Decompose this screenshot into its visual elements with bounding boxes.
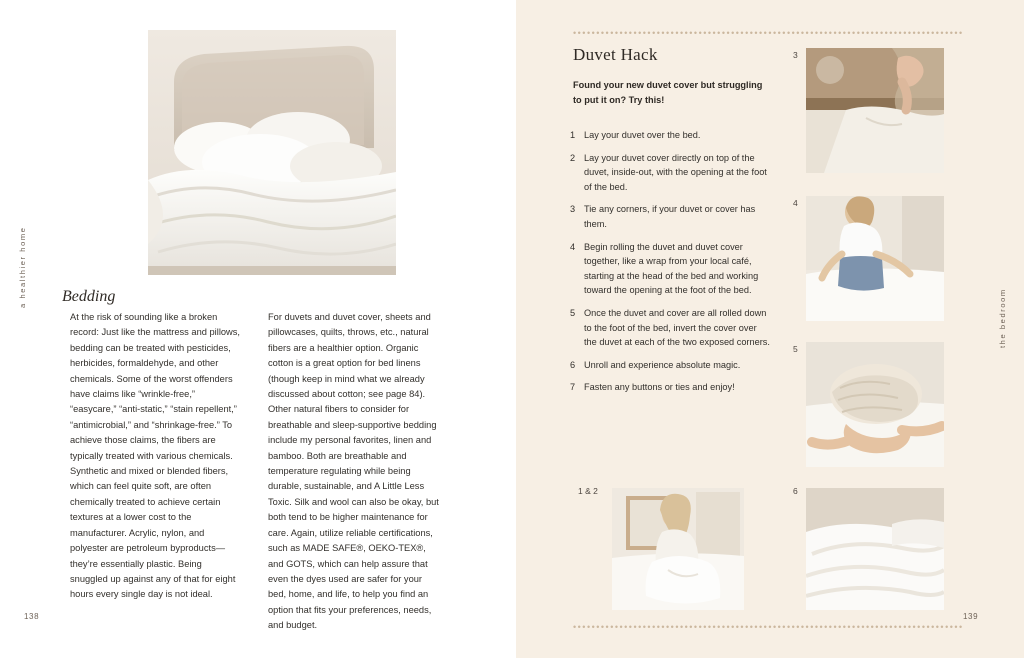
photo-caption-5: 5 [793, 344, 798, 354]
duvet-step-6-photo [806, 488, 944, 610]
decorative-divider-bottom: •••••••••••••••••••••••••••••••••••••••••••••••••••••••••••••••••••••••••••••••••••• [573, 622, 964, 632]
page-number-left: 138 [24, 612, 40, 621]
list-item [570, 306, 770, 350]
sidebar-title-duvet-hack: Duvet Hack [573, 45, 658, 64]
list-item [570, 358, 770, 373]
body-column-2 [268, 310, 440, 634]
step-text: Fasten any buttons or ties and enjoy! [584, 382, 735, 393]
duvet-hack-step-list [570, 128, 770, 403]
body-paragraph-1: At the risk of sounding like a broken record: Just like the mattress and pillows, bedding can be treated with pesticides, herbicides, formaldehyde, and other chemicals. Some of the worst offenders have claims like “wrinkle-free,” “easycare,” “anti-static,” “stain repellent,” “antimicrobial,” and “shrinkage-free.” To achieve those claims, the fibers are typically treated with various chemicals. Synthetic and mixed or blended fibers, which can feel quite soft, are often chemically treated to achieve certain textures at a lower cost to the manufacturer. Acrylic, nylon, and polyester are petroleum byproducts—they’re essentially plastic. Being snuggled up against any of that for eight hours every single day is not ideal. [70, 312, 240, 600]
step-number: 7 [570, 382, 576, 393]
body-column-1 [70, 310, 242, 603]
right-running-head: the bedroom [998, 288, 1007, 348]
list-item [570, 128, 770, 143]
step-number: 4 [570, 241, 576, 252]
photo-caption-4: 4 [793, 198, 798, 208]
step-text: Lay your duvet cover directly on top of the duvet, inside-out, with the opening at the foot of the bed. [584, 152, 767, 192]
step-number: 2 [570, 152, 576, 163]
list-item [570, 240, 770, 298]
step-number: 3 [570, 204, 576, 215]
duvet-step-3-photo [806, 48, 944, 173]
duvet-step-1-2-photo [612, 488, 744, 610]
step-text: Tie any corners, if your duvet or cover has them. [584, 204, 756, 229]
list-item [570, 380, 770, 395]
section-title-bedding: Bedding [62, 288, 116, 305]
step-number: 5 [570, 307, 576, 318]
photo-caption-1-2: 1 & 2 [578, 486, 598, 496]
page-number-right: 139 [963, 612, 979, 621]
step-number: 1 [570, 130, 576, 140]
left-running-head: a healthier home [18, 226, 27, 308]
decorative-divider-top: •••••••••••••••••••••••••••••••••••••••••••••••••••••••••••••••••••••••••••••••••••• [573, 28, 964, 38]
photo-caption-3: 3 [793, 50, 798, 60]
duvet-step-5-photo [806, 342, 944, 467]
step-text: Lay your duvet over the bed. [584, 130, 701, 140]
step-text: Unroll and experience absolute magic. [584, 359, 741, 370]
step-text: Once the duvet and cover are all rolled down to the foot of the bed, invert the cover over the duvet at each of the two exposed corners. [584, 307, 770, 348]
list-item [570, 202, 770, 231]
body-paragraph-2: For duvets and duvet cover, sheets and pillowcases, quilts, throws, etc., natural fibers are a healthier option. Organic cotton is a great option for bed linens (though keep in mind what we already discussed about cotton; see page 84). Other natural fibers to consider for breathable and sleep-supportive bedding include my personal favorites, linen and bamboo. Both are breathable and temperature regulating while being durable, sustainable, and A Little Less Toxic. Silk and wool can also be okay, but both tend to be higher maintenance for care. Again, utilize reliable certifications, such as MADE SAFE®, OEKO-TEX®, and GOTS, which can help assure that even the dyes used are safer for your bed, home, and life, to help you find an option that fits your preferences, needs, and budget. [268, 312, 439, 631]
duvet-step-4-photo [806, 196, 944, 321]
photo-caption-6: 6 [793, 486, 798, 496]
list-item [570, 151, 770, 195]
bed-with-white-linens-photo [148, 30, 396, 275]
step-text: Begin rolling the duvet and duvet cover together, like a wrap from your local café, starting at the head of the bed and working toward the opening at the foot of the bed. [584, 241, 759, 296]
sidebar-subtitle: Found your new duvet cover but struggling to put it on? Try this! [573, 80, 763, 105]
step-number: 6 [570, 359, 576, 370]
